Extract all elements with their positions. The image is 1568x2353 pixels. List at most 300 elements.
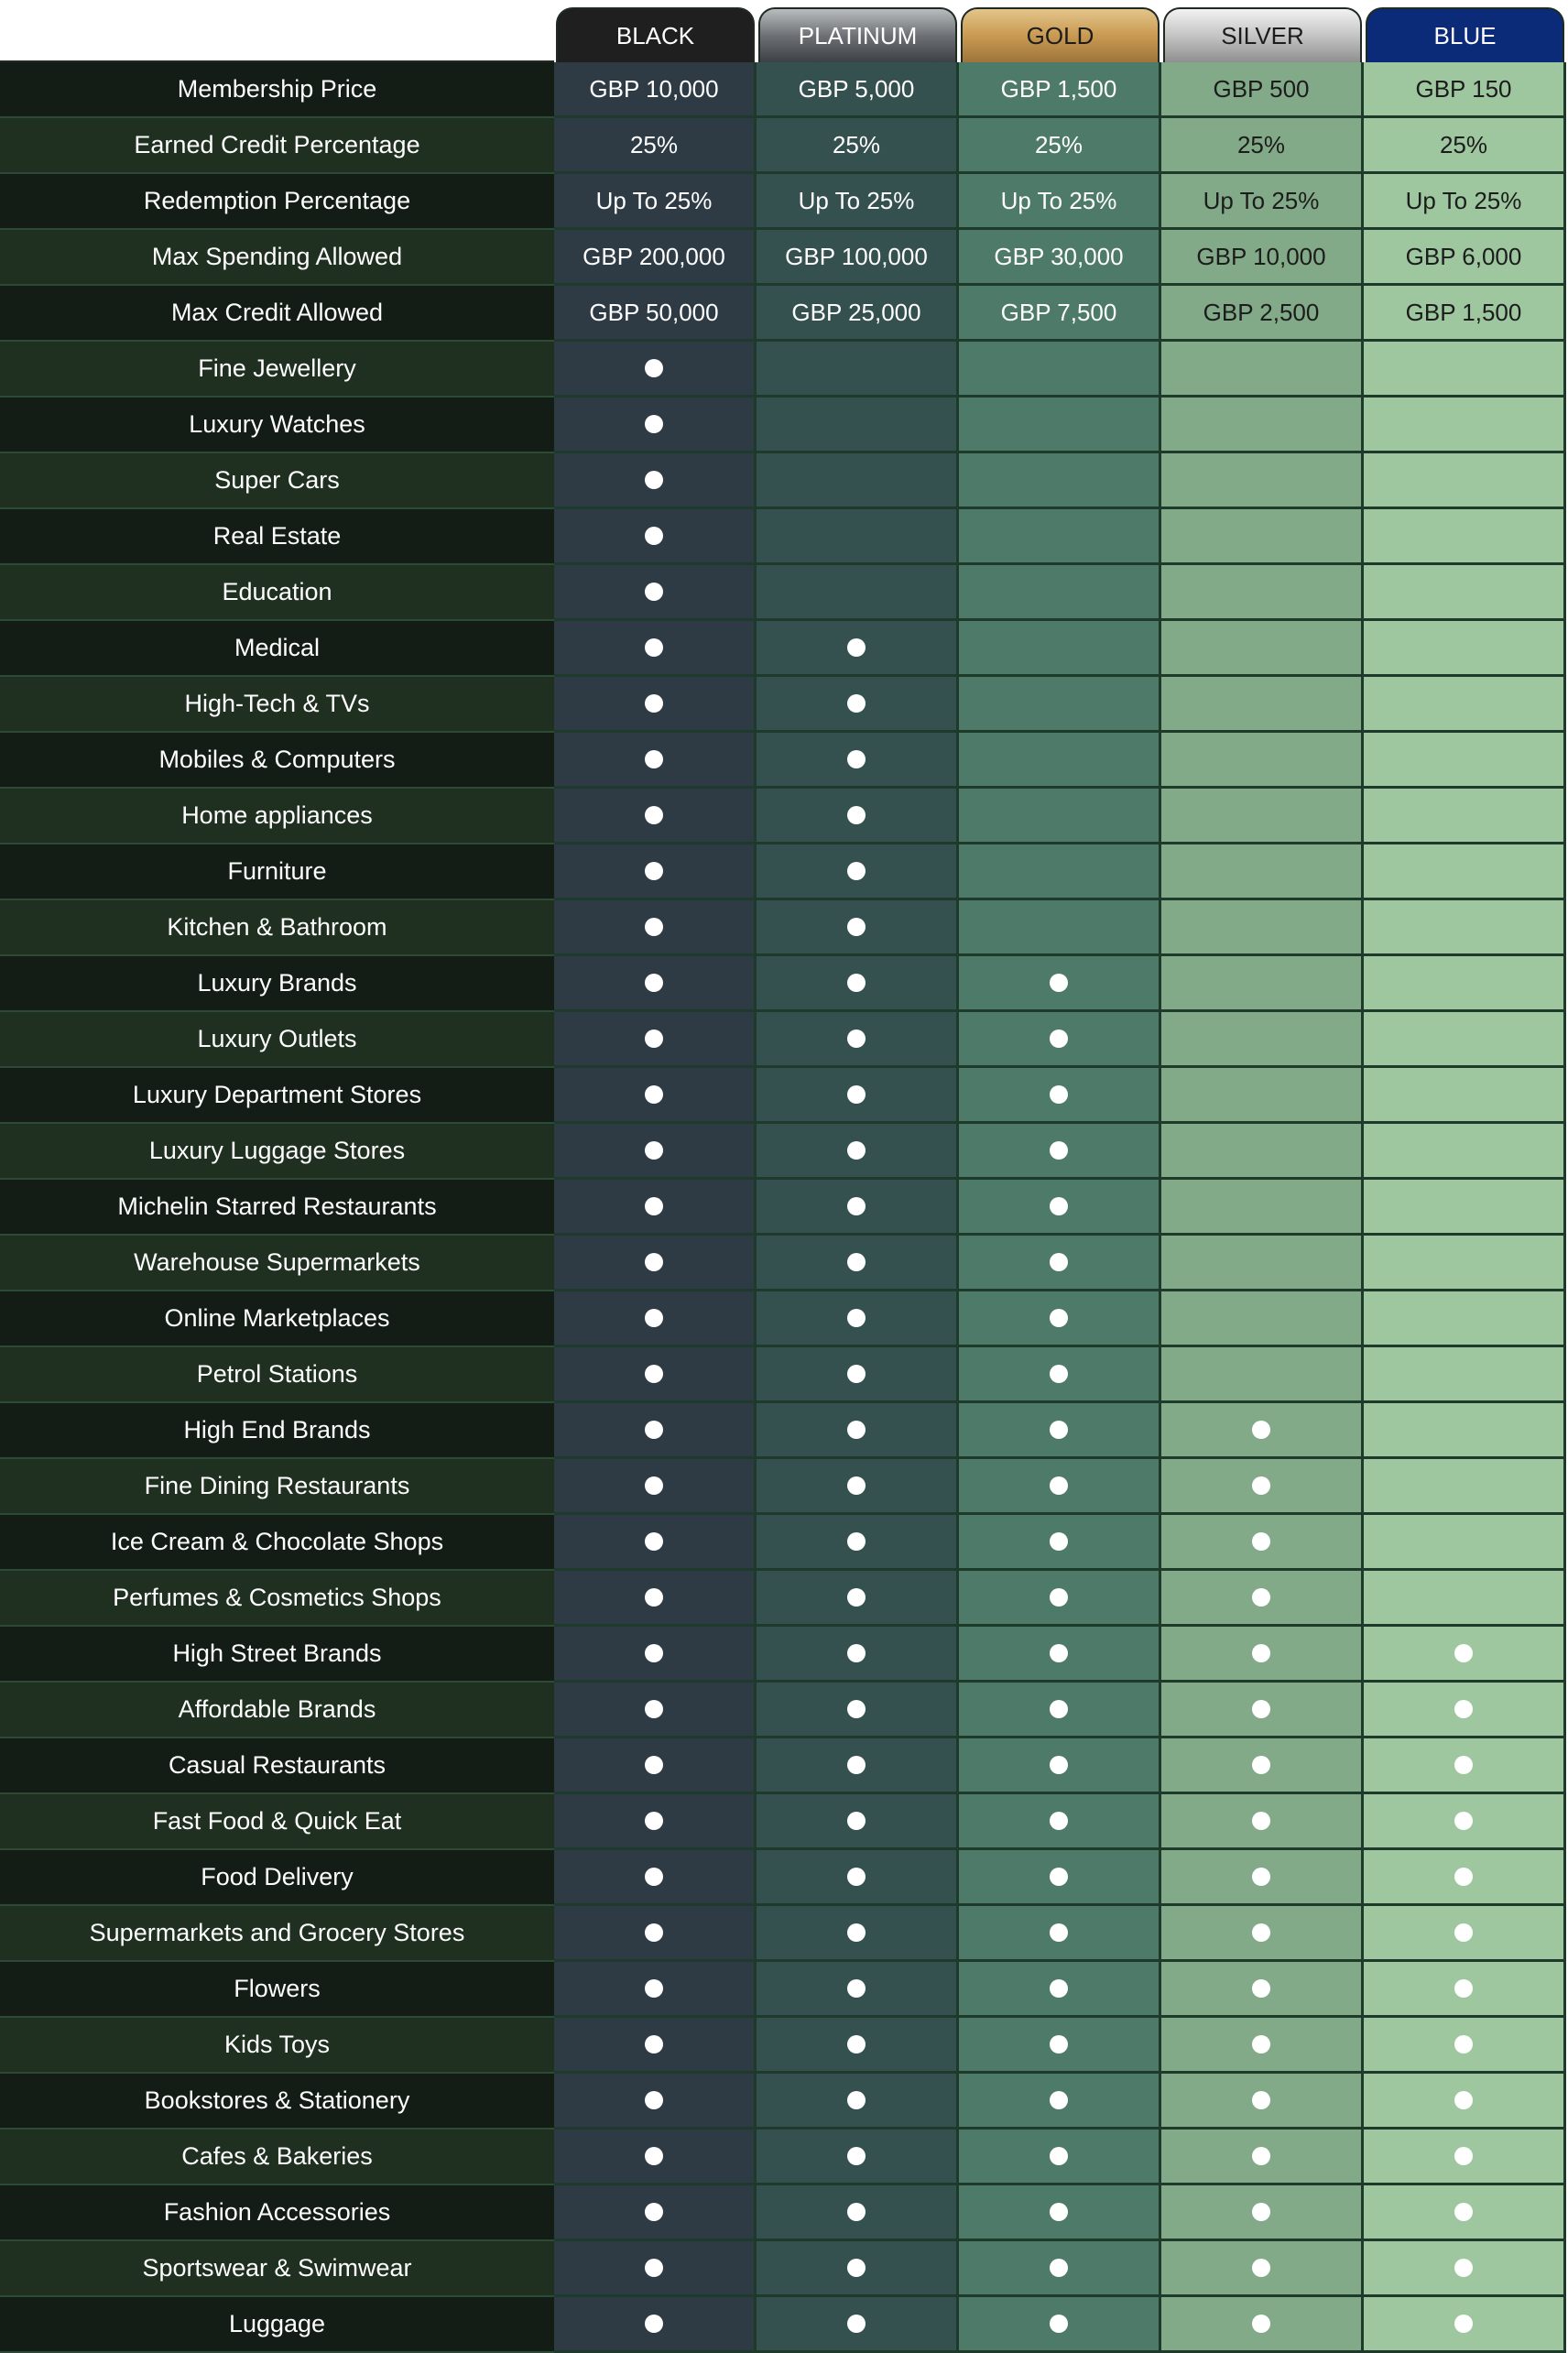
included-dot	[847, 1309, 866, 1327]
row-label	[0, 1515, 554, 1571]
included-dot	[1454, 2203, 1473, 2221]
included-dot	[645, 2147, 663, 2165]
included-dot	[847, 1644, 866, 1662]
included-dot	[1252, 1868, 1270, 1886]
row-label	[0, 1683, 554, 1738]
cell-gold	[959, 789, 1161, 844]
cell-blue	[1364, 509, 1566, 565]
included-dot	[847, 1365, 866, 1383]
cell-black	[554, 2185, 757, 2241]
tier-header-black	[556, 7, 755, 62]
included-dot	[645, 918, 663, 936]
included-dot	[1050, 2259, 1068, 2277]
cell-silver	[1161, 1459, 1364, 1515]
cell-black	[554, 733, 757, 789]
row-label	[0, 174, 554, 230]
cell-silver	[1161, 342, 1364, 398]
row-label	[0, 1850, 554, 1906]
cell-silver	[1161, 2130, 1364, 2185]
cell-black	[554, 1124, 757, 1180]
cell-blue	[1364, 118, 1566, 174]
cell-silver	[1161, 2185, 1364, 2241]
cell-black	[554, 398, 757, 453]
included-dot	[1252, 1421, 1270, 1439]
row-label-text: High End Brands	[183, 1416, 371, 1443]
cell-gold	[959, 1850, 1161, 1906]
row-label-text: Max Credit Allowed	[170, 299, 384, 326]
included-dot	[1050, 1588, 1068, 1607]
included-dot	[645, 1309, 663, 1327]
cell-black	[554, 1738, 757, 1794]
cell-silver	[1161, 565, 1364, 621]
included-dot	[645, 471, 663, 489]
tier-value: GBP 10,000	[1196, 242, 1326, 270]
tier-value: 25%	[1034, 130, 1083, 158]
included-dot	[645, 638, 663, 657]
row-label	[0, 1291, 554, 1347]
included-dot	[1050, 974, 1068, 992]
cell-gold	[959, 2018, 1161, 2074]
cell-gold	[959, 677, 1161, 733]
cell-silver	[1161, 900, 1364, 956]
row-label	[0, 733, 554, 789]
included-dot	[1050, 2091, 1068, 2109]
tier-value: GBP 2,500	[1203, 298, 1320, 326]
row-label	[0, 1347, 554, 1403]
row-label-text: Flowers	[234, 1975, 321, 2002]
cell-blue	[1364, 1794, 1566, 1850]
row-label	[0, 62, 554, 118]
row-label	[0, 565, 554, 621]
cell-silver	[1161, 1850, 1364, 1906]
cell-silver	[1161, 1012, 1364, 1068]
cell-gold	[959, 2185, 1161, 2241]
row-label-text: Bookstores & Stationery	[144, 2086, 410, 2114]
cell-platinum	[757, 286, 959, 342]
row-label-text: Home appliances	[181, 801, 373, 829]
cell-silver	[1161, 1124, 1364, 1180]
cell-black	[554, 1850, 757, 1906]
cell-platinum	[757, 1794, 959, 1850]
cell-silver	[1161, 230, 1364, 286]
included-dot	[645, 1197, 663, 1215]
included-dot	[847, 694, 866, 713]
cell-gold	[959, 509, 1161, 565]
included-dot	[1252, 1532, 1270, 1551]
cell-gold	[959, 2130, 1161, 2185]
cell-platinum	[757, 1291, 959, 1347]
cell-black	[554, 900, 757, 956]
row-label-text: Fine Jewellery	[198, 354, 356, 382]
included-dot	[1050, 1812, 1068, 1830]
included-dot	[847, 1812, 866, 1830]
included-dot	[1454, 1868, 1473, 1886]
included-dot	[645, 1365, 663, 1383]
cell-gold	[959, 1627, 1161, 1683]
tier-value: 25%	[629, 130, 679, 158]
tier-value: GBP 1,500	[1000, 74, 1117, 103]
included-dot	[847, 1979, 866, 1998]
included-dot	[1050, 1979, 1068, 1998]
cell-silver	[1161, 1403, 1364, 1459]
cell-blue	[1364, 1683, 1566, 1738]
row-label-text: Earned Credit Percentage	[134, 131, 420, 158]
row-label-text: Ice Cream & Chocolate Shops	[110, 1528, 444, 1555]
cell-blue	[1364, 1012, 1566, 1068]
cell-gold	[959, 956, 1161, 1012]
cell-gold	[959, 118, 1161, 174]
included-dot	[1454, 1812, 1473, 1830]
row-label-text: Kids Toys	[223, 2031, 331, 2058]
included-dot	[1050, 2203, 1068, 2221]
row-label-text: Perfumes & Cosmetics Shops	[113, 1584, 441, 1611]
included-dot	[1252, 2259, 1270, 2277]
cell-blue	[1364, 1627, 1566, 1683]
tier-value: Up To 25%	[798, 186, 915, 214]
tier-value: 25%	[1439, 130, 1488, 158]
cell-black	[554, 1515, 757, 1571]
included-dot	[645, 583, 663, 601]
row-label-text: Mobiles & Computers	[158, 746, 396, 773]
row-label-text: High-Tech & TVs	[184, 690, 370, 717]
included-dot	[1252, 1476, 1270, 1495]
tier-name: BLUE	[1433, 21, 1497, 49]
row-label-text: Luggage	[228, 2310, 326, 2337]
cell-black	[554, 1180, 757, 1236]
cell-platinum	[757, 1962, 959, 2018]
cell-gold	[959, 900, 1161, 956]
cell-gold	[959, 1571, 1161, 1627]
cell-black	[554, 1347, 757, 1403]
included-dot	[1050, 1421, 1068, 1439]
included-dot	[1050, 1644, 1068, 1662]
cell-black	[554, 230, 757, 286]
included-dot	[847, 1588, 866, 1607]
included-dot	[847, 862, 866, 880]
cell-platinum	[757, 1403, 959, 1459]
included-dot	[645, 2203, 663, 2221]
tier-value: 25%	[832, 130, 881, 158]
included-dot	[1252, 1923, 1270, 1942]
cell-gold	[959, 844, 1161, 900]
included-dot	[847, 2259, 866, 2277]
row-label-text: Max Spending Allowed	[151, 243, 403, 270]
included-dot	[1454, 1644, 1473, 1662]
cell-blue	[1364, 1124, 1566, 1180]
tier-name: PLATINUM	[798, 21, 918, 49]
included-dot	[1454, 2035, 1473, 2053]
cell-platinum	[757, 1683, 959, 1738]
tier-header-platinum	[758, 7, 957, 62]
cell-black	[554, 1068, 757, 1124]
included-dot	[645, 2035, 663, 2053]
included-dot	[645, 974, 663, 992]
included-dot	[847, 1197, 866, 1215]
row-label	[0, 1236, 554, 1291]
row-label-text: Membership Price	[177, 75, 377, 103]
cell-gold	[959, 1459, 1161, 1515]
row-label	[0, 2185, 554, 2241]
cell-blue	[1364, 1403, 1566, 1459]
cell-gold	[959, 62, 1161, 118]
cell-silver	[1161, 733, 1364, 789]
included-dot	[847, 1532, 866, 1551]
tier-name: SILVER	[1221, 21, 1304, 49]
cell-black	[554, 956, 757, 1012]
cell-silver	[1161, 1291, 1364, 1347]
included-dot	[847, 2035, 866, 2053]
cell-black	[554, 621, 757, 677]
included-dot	[1050, 1532, 1068, 1551]
cell-platinum	[757, 1068, 959, 1124]
cell-silver	[1161, 1962, 1364, 2018]
cell-platinum	[757, 1012, 959, 1068]
included-dot	[1050, 1868, 1068, 1886]
cell-blue	[1364, 956, 1566, 1012]
cell-platinum	[757, 956, 959, 1012]
row-label	[0, 956, 554, 1012]
cell-silver	[1161, 1738, 1364, 1794]
cell-blue	[1364, 1180, 1566, 1236]
cell-gold	[959, 286, 1161, 342]
cell-blue	[1364, 733, 1566, 789]
cell-platinum	[757, 621, 959, 677]
row-label-text: Cafes & Bakeries	[181, 2142, 373, 2170]
included-dot	[645, 1644, 663, 1662]
tier-header-blue	[1366, 7, 1564, 62]
cell-black	[554, 1794, 757, 1850]
cell-platinum	[757, 844, 959, 900]
included-dot	[847, 974, 866, 992]
tier-value: GBP 100,000	[785, 242, 928, 270]
cell-gold	[959, 1403, 1161, 1459]
included-dot	[645, 1756, 663, 1774]
row-label-text: Casual Restaurants	[168, 1751, 387, 1779]
row-label	[0, 286, 554, 342]
cell-silver	[1161, 1906, 1364, 1962]
cell-gold	[959, 1236, 1161, 1291]
cell-black	[554, 677, 757, 733]
cell-blue	[1364, 2241, 1566, 2297]
included-dot	[1050, 1085, 1068, 1104]
included-dot	[847, 1476, 866, 1495]
row-label	[0, 1738, 554, 1794]
included-dot	[1050, 1756, 1068, 1774]
cell-silver	[1161, 844, 1364, 900]
included-dot	[847, 2315, 866, 2333]
cell-black	[554, 286, 757, 342]
cell-gold	[959, 621, 1161, 677]
row-label-text: Luxury Brands	[197, 969, 357, 997]
row-label	[0, 844, 554, 900]
cell-blue	[1364, 844, 1566, 900]
included-dot	[1252, 1812, 1270, 1830]
row-label	[0, 677, 554, 733]
row-label	[0, 900, 554, 956]
row-label-text: Luxury Department Stores	[132, 1081, 422, 1108]
included-dot	[645, 2091, 663, 2109]
cell-platinum	[757, 2074, 959, 2130]
row-label	[0, 1906, 554, 1962]
cell-platinum	[757, 1850, 959, 1906]
row-label	[0, 1068, 554, 1124]
included-dot	[847, 1756, 866, 1774]
tier-value: GBP 7,500	[1000, 298, 1117, 326]
row-label	[0, 1794, 554, 1850]
cell-gold	[959, 1962, 1161, 2018]
cell-silver	[1161, 2074, 1364, 2130]
included-dot	[847, 1253, 866, 1271]
tier-value: GBP 25,000	[791, 298, 921, 326]
cell-silver	[1161, 118, 1364, 174]
row-label-text: Fine Dining Restaurants	[144, 1472, 410, 1499]
cell-platinum	[757, 2185, 959, 2241]
cell-gold	[959, 342, 1161, 398]
included-dot	[847, 806, 866, 824]
included-dot	[1454, 1979, 1473, 1998]
row-label	[0, 453, 554, 509]
cell-silver	[1161, 1794, 1364, 1850]
cell-blue	[1364, 565, 1566, 621]
cell-black	[554, 1236, 757, 1291]
included-dot	[645, 2259, 663, 2277]
cell-blue	[1364, 1571, 1566, 1627]
cell-platinum	[757, 1180, 959, 1236]
included-dot	[1252, 1588, 1270, 1607]
cell-platinum	[757, 733, 959, 789]
cell-blue	[1364, 1291, 1566, 1347]
cell-blue	[1364, 2018, 1566, 2074]
cell-gold	[959, 1012, 1161, 1068]
cell-blue	[1364, 1068, 1566, 1124]
included-dot	[645, 415, 663, 433]
cell-platinum	[757, 1236, 959, 1291]
row-label-text: Fast Food & Quick Eat	[152, 1807, 402, 1835]
cell-blue	[1364, 1738, 1566, 1794]
cell-black	[554, 1291, 757, 1347]
cell-black	[554, 2241, 757, 2297]
row-label	[0, 2130, 554, 2185]
cell-silver	[1161, 1180, 1364, 1236]
row-label	[0, 1403, 554, 1459]
included-dot	[847, 1923, 866, 1942]
cell-silver	[1161, 1571, 1364, 1627]
row-label	[0, 118, 554, 174]
tier-header-silver	[1163, 7, 1362, 62]
cell-gold	[959, 2241, 1161, 2297]
row-label-text: High Street Brands	[172, 1639, 382, 1667]
cell-silver	[1161, 62, 1364, 118]
included-dot	[1050, 1923, 1068, 1942]
cell-black	[554, 1683, 757, 1738]
cell-silver	[1161, 398, 1364, 453]
cell-silver	[1161, 1347, 1364, 1403]
row-label	[0, 789, 554, 844]
included-dot	[1252, 2315, 1270, 2333]
cell-gold	[959, 1515, 1161, 1571]
cell-black	[554, 1627, 757, 1683]
included-dot	[847, 1868, 866, 1886]
cell-silver	[1161, 1683, 1364, 1738]
included-dot	[1252, 2147, 1270, 2165]
cell-gold	[959, 398, 1161, 453]
row-label	[0, 1627, 554, 1683]
included-dot	[645, 1029, 663, 1048]
cell-black	[554, 1906, 757, 1962]
included-dot	[1050, 2315, 1068, 2333]
row-label	[0, 1962, 554, 2018]
cell-blue	[1364, 342, 1566, 398]
included-dot	[645, 1588, 663, 1607]
included-dot	[1050, 1253, 1068, 1271]
cell-blue	[1364, 1515, 1566, 1571]
included-dot	[1454, 1923, 1473, 1942]
cell-platinum	[757, 1515, 959, 1571]
tier-value: GBP 500	[1213, 74, 1310, 103]
row-label-text: Super Cars	[214, 466, 340, 494]
included-dot	[1050, 1700, 1068, 1718]
tier-value: Up To 25%	[1203, 186, 1320, 214]
row-label-text: Michelin Starred Restaurants	[117, 1193, 437, 1220]
cell-blue	[1364, 453, 1566, 509]
included-dot	[1050, 1141, 1068, 1160]
cell-silver	[1161, 1236, 1364, 1291]
cell-blue	[1364, 1850, 1566, 1906]
row-label-text: Petrol Stations	[196, 1360, 358, 1388]
included-dot	[847, 2091, 866, 2109]
cell-platinum	[757, 118, 959, 174]
included-dot	[1050, 1476, 1068, 1495]
cell-gold	[959, 174, 1161, 230]
cell-blue	[1364, 677, 1566, 733]
row-label	[0, 1124, 554, 1180]
row-label-text: Furniture	[227, 857, 327, 885]
included-dot	[847, 918, 866, 936]
row-label	[0, 509, 554, 565]
cell-silver	[1161, 1068, 1364, 1124]
included-dot	[1454, 1756, 1473, 1774]
included-dot	[1454, 1700, 1473, 1718]
cell-platinum	[757, 1906, 959, 1962]
tier-value: 25%	[1236, 130, 1286, 158]
included-dot	[1252, 2203, 1270, 2221]
cell-platinum	[757, 1627, 959, 1683]
row-label-text: Sportswear & Swimwear	[142, 2254, 412, 2282]
cell-platinum	[757, 62, 959, 118]
cell-platinum	[757, 174, 959, 230]
cell-gold	[959, 1124, 1161, 1180]
included-dot	[645, 2315, 663, 2333]
cell-platinum	[757, 230, 959, 286]
cell-blue	[1364, 1347, 1566, 1403]
row-label	[0, 1180, 554, 1236]
cell-gold	[959, 1068, 1161, 1124]
included-dot	[645, 1476, 663, 1495]
cell-black	[554, 174, 757, 230]
included-dot	[847, 2147, 866, 2165]
cell-blue	[1364, 621, 1566, 677]
cell-platinum	[757, 789, 959, 844]
included-dot	[645, 1141, 663, 1160]
included-dot	[645, 527, 663, 545]
included-dot	[847, 1141, 866, 1160]
row-label-text: Affordable Brands	[178, 1695, 376, 1723]
cell-platinum	[757, 2130, 959, 2185]
included-dot	[1252, 1700, 1270, 1718]
cell-platinum	[757, 453, 959, 509]
row-label-text: Warehouse Supermarkets	[134, 1248, 420, 1276]
cell-silver	[1161, 621, 1364, 677]
